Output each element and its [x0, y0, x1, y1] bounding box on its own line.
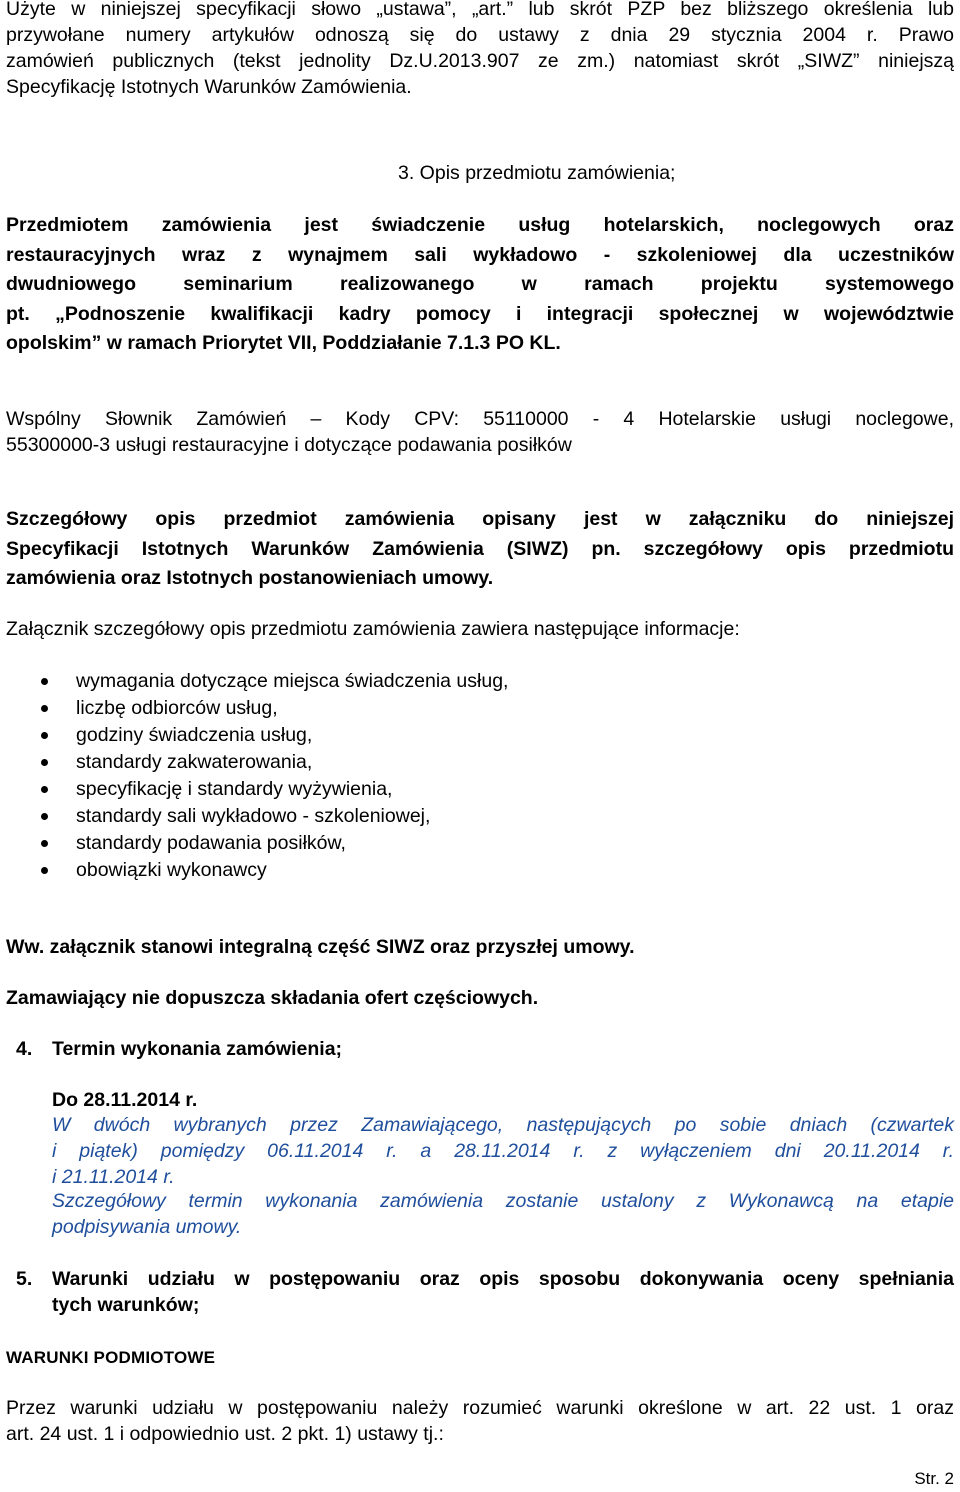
conditions-line: art. 24 ust. 1 i odpowiednio ust. 2 pkt. 1) ustawy tj.: [6, 1423, 444, 1445]
subject-line: pt. „Podnoszenie kwalifikacji kadry pomocy i integracji społecznej w województwie [6, 302, 954, 325]
intro-line: zamówień publicznych (tekst jednolity Dz.U.2013.907 ze zm.) natomiast skrót „SIWZ” niniejszą [6, 50, 954, 72]
detail-line: Specyfikacji Istotnych Warunków Zamówienia (SIWZ) pn. szczegółowy opis przedmiotu [6, 537, 954, 560]
note-line: W dwóch wybranych przez Zamawiającego, następujących po sobie dniach (czwartek [52, 1114, 954, 1136]
subject-line: opolskim” w ramach Priorytet VII, Poddziałanie 7.1.3 PO KL. [6, 332, 561, 354]
section-3-heading: 3. Opis przedmiotu zamówienia; [398, 162, 676, 184]
intro-line: Użyte w niniejszej specyfikacji słowo „ustawa”, „art.” lub skrót PZP bez bliższego określenia lub [6, 0, 954, 20]
heading-line: Warunki udziału w postępowaniu oraz opis sposobu dokonywania oceny spełniania [52, 1268, 954, 1290]
cpv-line: 55300000-3 usługi restauracyjne i dotyczące podawania posiłków [6, 434, 572, 456]
attachment-intro: Załącznik szczegółowy opis przedmiotu zamówienia zawiera następujące informacje: [6, 618, 740, 640]
list-item: standardy sali wykładowo - szkoleniowej, [0, 803, 954, 830]
list-item: standardy podawania posiłków, [0, 830, 954, 857]
subject-line: restauracyjnych wraz z wynajmem sali wykładowo - szkoleniowej dla uczestników [6, 243, 954, 266]
conditions-line: Przez warunki udziału w postępowaniu należy rozumieć warunki określone w art. 22 ust. 1 oraz [6, 1397, 954, 1419]
subject-line: dwudniowego seminarium realizowanego w ramach projektu systemowego [6, 273, 954, 295]
note-line: i 21.11.2014 r. [52, 1166, 175, 1188]
note-line: Szczegółowy termin wykonania zamówienia zostanie ustalony z Wykonawcą na etapie [52, 1190, 954, 1212]
detail-paragraph [6, 505, 954, 594]
intro-line: przywołane numery artykułów odnoszą się do ustawy z dnia 29 stycznia 2004 r. Prawo [6, 24, 954, 46]
subject-line: Przedmiotem zamówienia jest świadczenie usług hotelarskich, noclegowych oraz [6, 214, 954, 236]
no-partial-offers: Zamawiający nie dopuszcza składania ofert częściowych. [6, 987, 539, 1009]
cpv-paragraph [6, 406, 954, 458]
attachment-info-list [0, 668, 954, 884]
page-number: Str. 2 [914, 1469, 954, 1488]
subject-paragraph [6, 211, 954, 359]
deadline-note-1 [52, 1112, 954, 1190]
intro-line: Specyfikację Istotnych Warunków Zamówienia. [6, 76, 412, 98]
heading-line: tych warunków; [52, 1294, 200, 1316]
note-line: podpisywania umowy. [52, 1216, 242, 1238]
subject-conditions-subheading: WARUNKI PODMIOTOWE [6, 1348, 216, 1367]
section-5-number: 5. [16, 1268, 33, 1290]
list-item: liczbę odbiorców usług, [0, 695, 954, 722]
integral-statement: Ww. załącznik stanowi integralną część SIWZ oraz przyszłej umowy. [6, 936, 635, 958]
list-item: standardy zakwaterowania, [0, 749, 954, 776]
detail-line: Szczegółowy opis przedmiot zamówienia opisany jest w załączniku do niniejszej [6, 508, 954, 530]
note-line: i piątek) pomiędzy 06.11.2014 r. a 28.11.2014 r. z wyłączeniem dni 20.11.2014 r. [52, 1140, 954, 1162]
section-4-number: 4. [16, 1038, 33, 1060]
list-item: godziny świadczenia usług, [0, 722, 954, 749]
list-item: specyfikację i standardy wyżywienia, [0, 776, 954, 803]
intro-paragraph [6, 0, 954, 100]
cpv-line: Wspólny Słownik Zamówień – Kody CPV: 55110000 - 4 Hotelarskie usługi noclegowe, [6, 408, 954, 430]
section-5-heading [52, 1266, 954, 1318]
section-4-heading: Termin wykonania zamówienia; [52, 1038, 343, 1060]
deadline: Do 28.11.2014 r. [52, 1089, 198, 1111]
deadline-note-2 [52, 1188, 954, 1240]
list-item: wymagania dotyczące miejsca świadczenia usług, [0, 668, 954, 695]
list-item: obowiązki wykonawcy [0, 857, 954, 884]
detail-line: zamówienia oraz Istotnych postanowieniach umowy. [6, 567, 494, 589]
conditions-paragraph [6, 1395, 954, 1447]
